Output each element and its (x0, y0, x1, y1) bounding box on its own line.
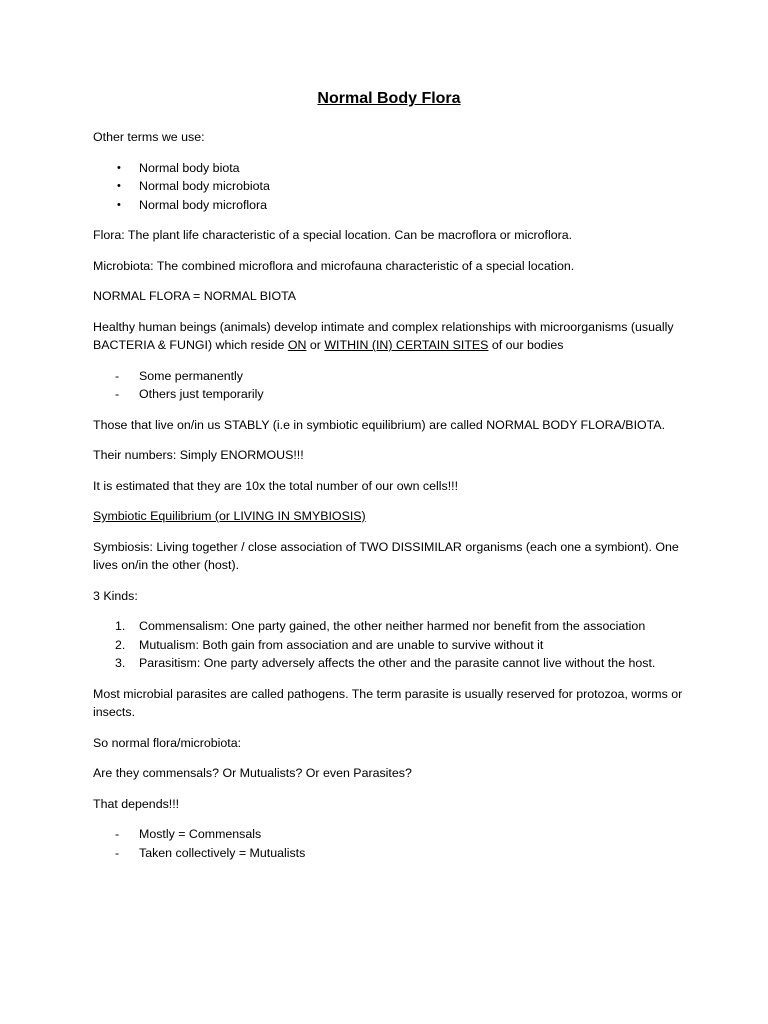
other-terms-list (93, 159, 685, 215)
dash-icon: - (115, 387, 120, 401)
pathogens-paragraph: Most microbial parasites are called pathogens. The term parasite is usually reserved for protozoa, worms or insects. (93, 686, 683, 719)
list-item: • Normal body microbiota (93, 177, 685, 196)
list-item: 2. Mutualism: Both gain from association and are unable to survive without it (93, 636, 685, 655)
answers-list (93, 825, 685, 862)
page-title: Normal Body Flora (317, 90, 461, 107)
list-item: - Mostly = Commensals (93, 825, 685, 844)
flora-biota-equation: NORMAL FLORA = NORMAL BIOTA (93, 289, 296, 303)
list-number: 1. (115, 619, 126, 633)
list-item: 3. Parasitism: One party adversely affects the other and the parasite cannot live without the host. (93, 654, 685, 673)
dash-icon: - (115, 827, 120, 841)
other-terms-heading: Other terms we use: (93, 130, 205, 144)
flora-definition: Flora: The plant life characteristic of a special location. Can be macroflora or microflora. (93, 228, 573, 242)
list-number: 3. (115, 656, 126, 670)
list-item: - Some permanently (93, 367, 685, 386)
symbiosis-definition: Symbiosis: Living together / close association of TWO DISSIMILAR organisms (each one a symbiont). One lives on/in the other (host). (93, 539, 679, 572)
question-paragraph: Are they commensals? Or Mutualists? Or even Parasites? (93, 766, 412, 780)
microbiota-definition: Microbiota: The combined microflora and microfauna characteristic of a special location. (93, 258, 575, 273)
healthy-paragraph: Healthy human beings (animals) develop intimate and complex relationships with microorganisms (usually BACTERIA & FUNGI) which reside ON or WITHIN (IN) CERTAIN SITES of our bodies (93, 319, 674, 352)
bullet-icon: • (117, 198, 121, 211)
list-item: 1. Commensalism: One party gained, the other neither harmed nor benefit from the association (93, 617, 685, 636)
dash-icon: - (115, 845, 120, 860)
symbiotic-heading: Symbiotic Equilibrium (or LIVING IN SMYBIOSIS) (93, 509, 366, 523)
list-item: • Normal body microflora (93, 196, 685, 215)
residence-list (93, 367, 685, 404)
dash-icon: - (115, 368, 120, 383)
list-number: 2. (115, 637, 126, 652)
stably-paragraph: Those that live on/in us STABLY (i.e in symbiotic equilibrium) are called NORMAL BODY FLORA/BIOTA. (93, 417, 666, 432)
list-item: • Normal body biota (93, 159, 685, 178)
numbers-paragraph: Their numbers: Simply ENORMOUS!!! (93, 448, 304, 462)
kinds-heading: 3 Kinds: (93, 588, 138, 603)
document-page (93, 88, 685, 874)
so-normal-paragraph: So normal flora/microbiota: (93, 735, 242, 750)
list-item: - Taken collectively = Mutualists (93, 844, 685, 863)
estimate-paragraph: It is estimated that they are 10x the total number of our own cells!!! (93, 478, 459, 493)
on-emphasis: ON (287, 338, 307, 352)
kinds-list (93, 617, 685, 673)
depends-paragraph: That depends!!! (93, 796, 180, 811)
within-emphasis: WITHIN (IN) CERTAIN SITES (324, 338, 489, 352)
bullet-icon: • (117, 180, 121, 192)
list-item: - Others just temporarily (93, 385, 685, 404)
bullet-icon: • (117, 161, 121, 174)
